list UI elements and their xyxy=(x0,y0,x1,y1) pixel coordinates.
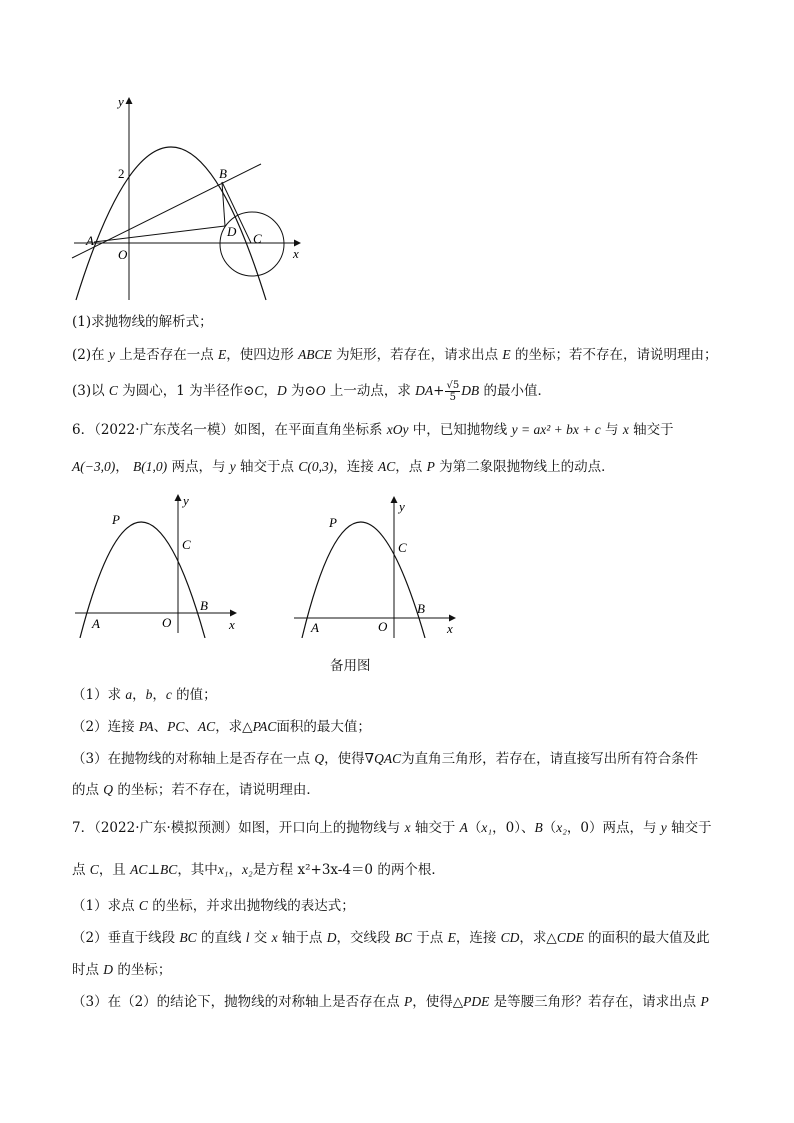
figure-q6-main xyxy=(66,490,246,638)
q5-part1: (1)求抛物线的解析式； xyxy=(72,314,213,330)
q6-stem-line1: 6．（2022·广东茂名一模）如图，在平面直角坐标系 xOy 中，已知抛物线 y = ax² + bx + c 与 x 轴交于 xyxy=(72,422,674,438)
label-y: y xyxy=(399,499,405,514)
label-P: P xyxy=(329,515,337,530)
label-C: C xyxy=(398,540,407,555)
segment-BD xyxy=(222,182,225,226)
label-x: x xyxy=(447,621,453,636)
segment-AD xyxy=(94,226,225,242)
q7-part1: （1）求点 C 的坐标，并求出抛物线的表达式； xyxy=(72,898,355,914)
label-C: C xyxy=(253,231,262,246)
q7-stem-line2: 点 C，且 AC⊥BC，其中x₁，x₂是方程 x²+3x-4＝0 的两个根． xyxy=(72,862,445,878)
label-P: P xyxy=(112,512,120,527)
label-B: B xyxy=(200,598,208,613)
label-A: A xyxy=(92,616,100,631)
q7-part2-line2: 时点 D 的坐标； xyxy=(72,962,172,978)
figure-q6-backup xyxy=(288,490,468,638)
figure-q5-diagram xyxy=(66,92,316,310)
parabola xyxy=(76,147,266,300)
label-x: x xyxy=(293,246,299,261)
q7-stem-line1: 7．（2022·广东·模拟预测）如图，开口向上的抛物线与 x 轴交于 A（x₁，0）、B（x₂，0）两点，与 y 轴交于 xyxy=(72,820,712,836)
q6-part3-line1: （3）在抛物线的对称轴上是否存在一点 Q，使得∇QAC为直角三角形，若存在，请直接写出所有符合条件 xyxy=(72,751,699,767)
label-O: O xyxy=(162,615,172,630)
label-y: y xyxy=(118,94,124,109)
label-y: y xyxy=(183,493,189,508)
label-O: O xyxy=(118,247,128,262)
q7-part3: （3）在（2）的结论下，抛物线的对称轴上是否存在点 P，使得△PDE 是等腰三角形？若存在，请求出点 P xyxy=(72,994,709,1010)
label-C: C xyxy=(182,537,191,552)
q6-part2: （2）连接 PA、PC、AC，求△PAC面积的最大值； xyxy=(72,719,371,735)
label-B: B xyxy=(417,601,425,616)
q6-stem-line2: A(−3,0)， B(1,0) 两点，与 y 轴交于点 C(0,3)，连接 AC，点 P 为第二象限抛物线上的动点． xyxy=(72,459,615,475)
backup-figure-caption: 备用图 xyxy=(330,658,371,674)
label-D: D xyxy=(227,224,237,239)
q6-part3-line2: 的点 Q 的坐标；若不存在，请说明理由． xyxy=(72,782,320,798)
q5-part2: (2)在 y 上是否存在一点 E，使四边形 ABCE 为矩形，若存在，请求出点 E 的坐标；若不存在，请说明理由； xyxy=(72,347,718,363)
circle-C xyxy=(220,212,284,276)
label-O: O xyxy=(378,619,388,634)
label-x: x xyxy=(229,617,235,632)
label-A: A xyxy=(311,620,319,635)
fraction-sqrt5-over-5: $\frac{√5}{5}$ xyxy=(446,380,460,403)
q6-part1: （1）求 a，b，c 的值； xyxy=(72,687,217,703)
label-A: A xyxy=(86,233,94,248)
q7-part2-line1: （2）垂直于线段 BC 的直线 l 交 x 轴于点 D，交线段 BC 于点 E，连接 CD，求△CDE 的面积的最大值及此 xyxy=(72,930,710,946)
q5-part3: (3)以 C 为圆心，1 为半径作⊙C，D 为⊙O 上一动点，求 DA+ $\frac{√5}{5}$ DB 的最小值． xyxy=(72,380,551,403)
label-2: 2 xyxy=(118,166,125,181)
label-B: B xyxy=(219,166,227,181)
